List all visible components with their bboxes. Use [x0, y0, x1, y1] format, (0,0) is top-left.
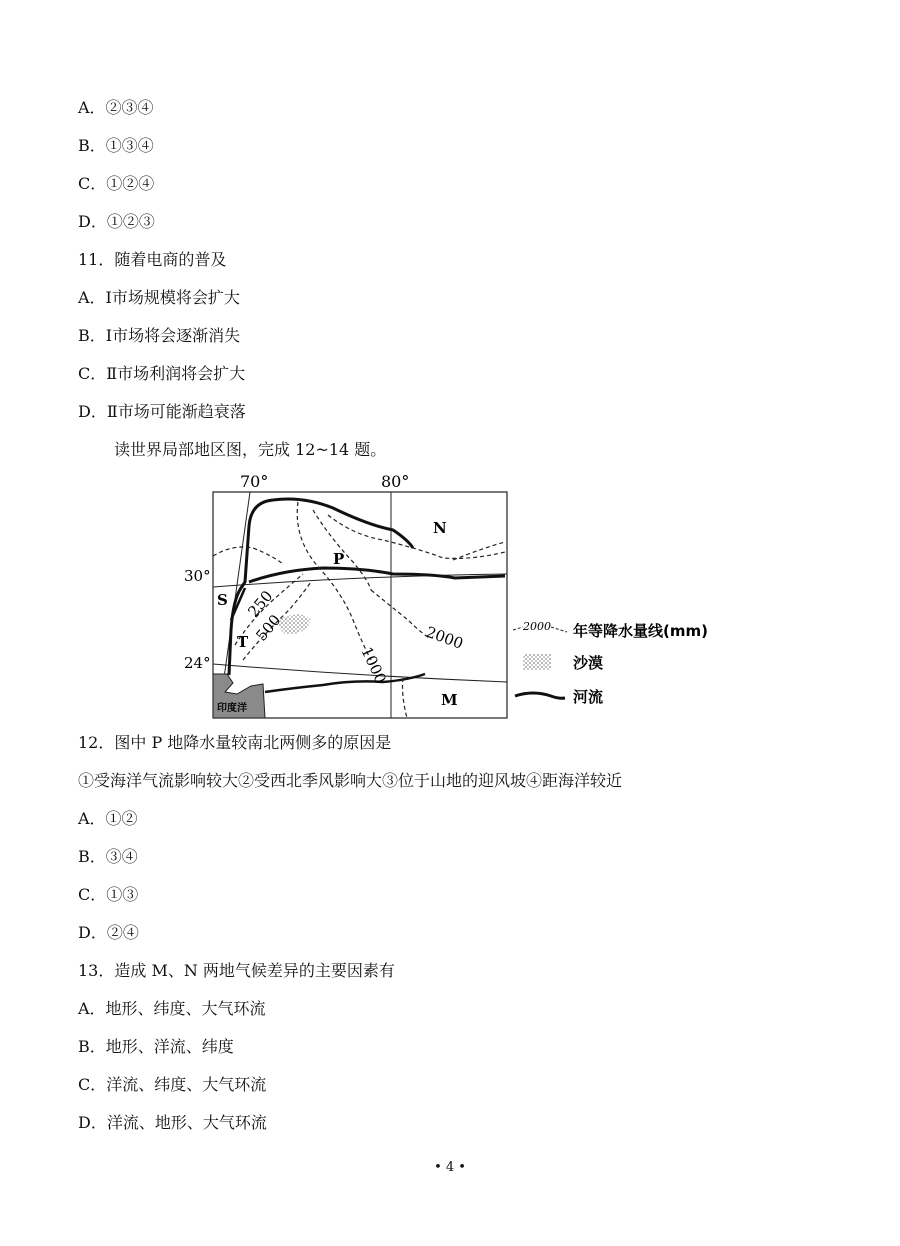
legend-isoline-text: 年等降水量线(mm) — [573, 622, 708, 640]
lat-label-24: 24° — [184, 654, 211, 672]
q13-option-a: A．地形、纬度、大气环流 — [78, 999, 266, 1018]
q11-option-d: D．Ⅱ市场可能渐趋衰落 — [78, 402, 246, 421]
q10-option-c: C．①②④ — [78, 174, 155, 193]
label-m: M — [441, 691, 458, 709]
lon-label-80: 80° — [381, 472, 410, 491]
legend-desert-text: 沙漠 — [573, 654, 604, 672]
ocean-label: 印度洋 — [217, 703, 247, 714]
label-s: S — [217, 591, 228, 609]
world-region-map — [184, 470, 723, 722]
q11-option-a: A．Ⅰ市场规模将会扩大 — [78, 288, 240, 307]
q13-option-b: B．地形、洋流、纬度 — [78, 1037, 234, 1056]
q12-stem: 12．图中 P 地降水量较南北两侧多的原因是 — [78, 733, 392, 752]
q12-option-c: C．①③ — [78, 885, 139, 904]
q10-option-b: B．①③④ — [78, 136, 154, 155]
label-p: P — [333, 550, 345, 568]
q13-stem: 13．造成 M、N 两地气候差异的主要因素有 — [78, 961, 395, 980]
river-indus — [229, 499, 413, 675]
isohyet-inner — [328, 515, 505, 558]
page-number: • 4 • — [434, 1160, 466, 1175]
map-legend — [513, 620, 708, 706]
q13-option-c: C．洋流、纬度、大气环流 — [78, 1075, 267, 1094]
q10-option-a: A．②③④ — [78, 98, 154, 117]
legend-river-sample — [515, 693, 565, 698]
isoline-label-2000: 2000 — [423, 622, 466, 653]
lat-label-30: 30° — [184, 567, 211, 585]
q12-option-b: B．③④ — [78, 847, 138, 866]
legend-desert-swatch — [523, 654, 551, 670]
desert-area — [279, 614, 311, 634]
isohyet-ne — [453, 542, 505, 560]
q12-option-d: D．②④ — [78, 923, 139, 942]
isoline-label-1000: 1000 — [357, 644, 390, 687]
q13-option-d: D．洋流、地形、大气环流 — [78, 1113, 267, 1132]
q12-option-a: A．①② — [78, 809, 138, 828]
legend-river-text: 河流 — [573, 688, 604, 706]
isohyet-2000 — [371, 590, 429, 638]
lon-label-70: 70° — [240, 472, 269, 491]
q10-option-d: D．①②③ — [78, 212, 155, 231]
parallel-24 — [213, 664, 507, 682]
isohyet-m — [403, 678, 408, 718]
q11-option-b: B．Ⅰ市场将会逐渐消失 — [78, 326, 241, 345]
q12-statements: ①受海洋气流影响较大②受西北季风影响大③位于山地的迎风坡④距海洋较近 — [78, 771, 623, 790]
q11-option-c: C．Ⅱ市场利润将会扩大 — [78, 364, 246, 383]
isoline-label-500: 500 — [252, 611, 285, 645]
isoline-label-250: 250 — [244, 587, 277, 621]
label-n: N — [433, 519, 447, 537]
legend-isoline-sample: 2000 — [523, 620, 551, 633]
q11-stem: 11．随着电商的普及 — [78, 250, 227, 269]
map-intro: 读世界局部地区图，完成 12~14 题。 — [114, 440, 387, 459]
label-t: T — [237, 633, 249, 651]
